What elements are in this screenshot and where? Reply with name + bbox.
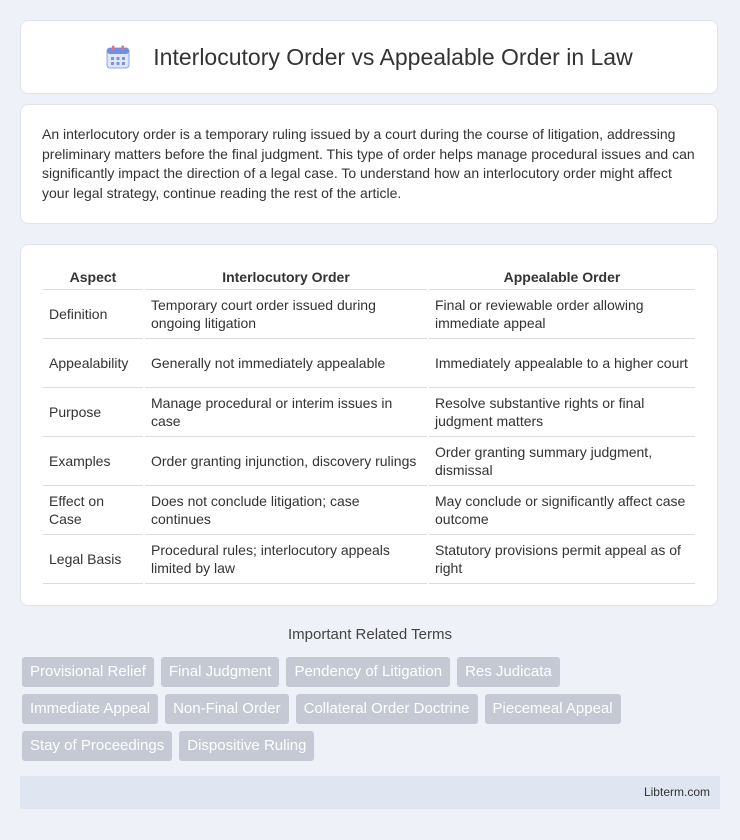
row-aspect: Definition [43,290,143,339]
related-term-tag[interactable]: Stay of Proceedings [22,731,172,761]
intro-text: An interlocutory order is a temporary ruling issued by a court during the course of litigation, addressing preliminary matters before the final judgment. This type of order helps manage procedural issues and can significantly impact the direction of a legal case. To understand how an interlocutory order might affect your legal strategy, continue reading the rest of the article. [42,126,695,201]
row-interlocutory: Order granting injunction, discovery rulings [145,437,427,486]
tag-row [22,694,722,724]
row-appealable: Statutory provisions permit appeal as of right [429,535,695,584]
related-term-tag[interactable]: Immediate Appeal [22,694,158,724]
row-aspect: Effect on Case [43,486,143,535]
header-interlocutory: Interlocutory Order [145,265,427,290]
footer [20,776,720,809]
row-appealable: Resolve substantive rights or final judgment matters [429,388,695,437]
comparison-card [20,244,718,606]
row-interlocutory: Temporary court order issued during ongoing litigation [145,290,427,339]
related-term-tag[interactable]: Collateral Order Doctrine [296,694,478,724]
table-row [43,388,695,437]
table-header-row [43,265,695,290]
related-term-tag[interactable]: Pendency of Litigation [286,657,450,687]
row-appealable: Immediately appealable to a higher court [429,339,695,388]
table-row [43,535,695,584]
row-aspect: Examples [43,437,143,486]
intro-card [20,104,718,224]
row-interlocutory: Manage procedural or interim issues in case [145,388,427,437]
table-row [43,486,695,535]
row-interlocutory: Procedural rules; interlocutory appeals limited by law [145,535,427,584]
calendar-icon [105,44,131,70]
row-interlocutory: Does not conclude litigation; case continues [145,486,427,535]
related-term-tag[interactable]: Non-Final Order [165,694,289,724]
related-term-tag[interactable]: Dispositive Ruling [179,731,314,761]
table-row [43,339,695,388]
related-term-tag[interactable]: Provisional Relief [22,657,154,687]
tag-row [22,657,722,687]
row-aspect: Legal Basis [43,535,143,584]
row-aspect: Purpose [43,388,143,437]
related-terms-list [22,657,722,768]
header-appealable: Appealable Order [429,265,695,290]
title-card [20,20,718,94]
footer-site-link[interactable]: Libterm.com [643,785,710,799]
row-interlocutory: Generally not immediately appealable [145,339,427,388]
table-row [43,290,695,339]
page-title: Interlocutory Order vs Appealable Order in Law [153,43,633,70]
table-row [43,437,695,486]
row-appealable: Order granting summary judgment, dismissal [429,437,695,486]
row-appealable: Final or reviewable order allowing immediate appeal [429,290,695,339]
related-term-tag[interactable]: Final Judgment [161,657,280,687]
related-term-tag[interactable]: Res Judicata [457,657,560,687]
related-terms-title: Important Related Terms [288,626,452,643]
related-term-tag[interactable]: Piecemeal Appeal [485,694,621,724]
tag-row [22,731,722,761]
row-appealable: May conclude or significantly affect case outcome [429,486,695,535]
header-aspect: Aspect [43,265,143,290]
comparison-table [41,265,697,584]
row-aspect: Appealability [43,339,143,388]
